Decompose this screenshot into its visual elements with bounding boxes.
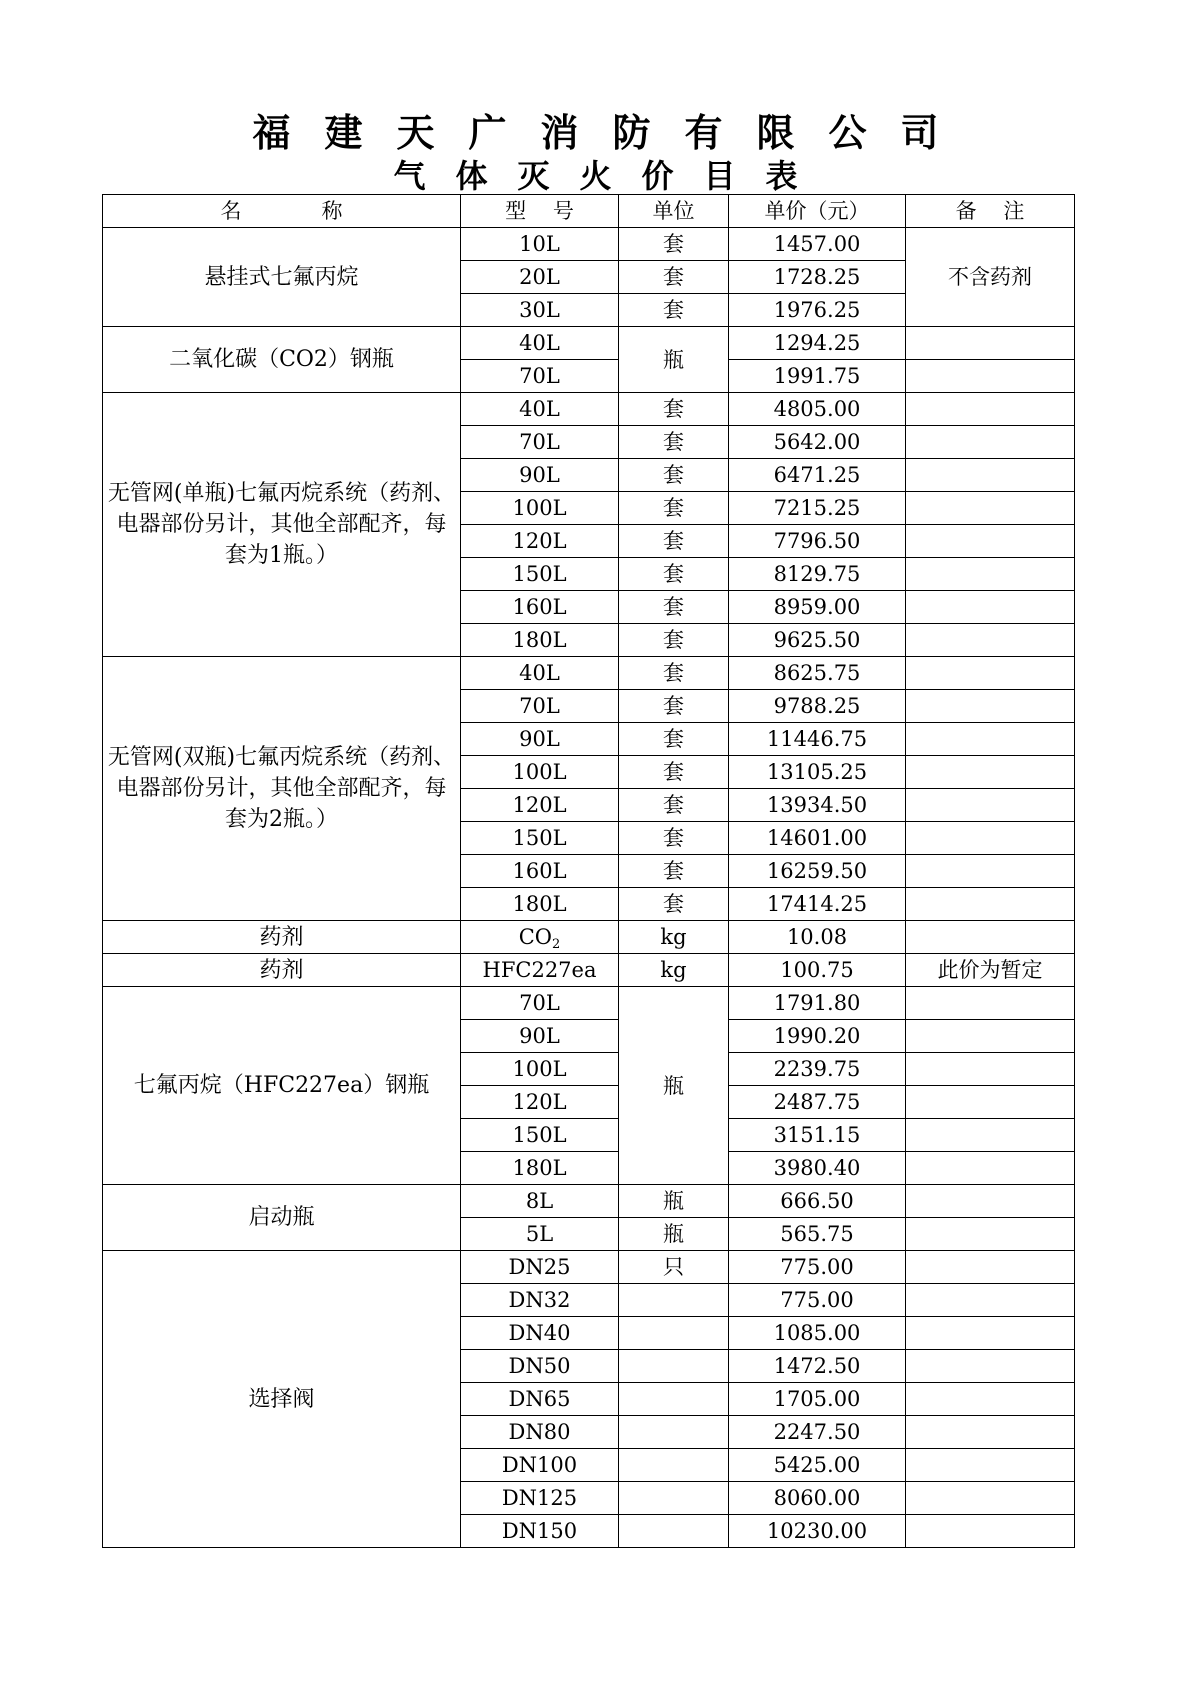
price-cell: 1472.50 (729, 1350, 906, 1383)
price-cell: 5425.00 (729, 1449, 906, 1482)
price-cell: 2247.50 (729, 1416, 906, 1449)
remark-cell (906, 1350, 1075, 1383)
model-cell (461, 1152, 619, 1185)
model-cell (461, 228, 619, 261)
remark-cell (906, 822, 1075, 855)
model-value: 150L (512, 1123, 567, 1147)
unit-cell: 套 (619, 558, 729, 591)
remark-cell (906, 723, 1075, 756)
model-cell (461, 822, 619, 855)
table-row (103, 1251, 1075, 1284)
header-price: 单价（元） (729, 195, 906, 228)
remark-cell (906, 1020, 1075, 1053)
remark-cell (906, 393, 1075, 426)
model-cell (461, 1515, 619, 1548)
model-cell (461, 591, 619, 624)
model-cell (461, 1185, 619, 1218)
model-value: 10L (519, 232, 560, 256)
unit-cell: 瓶 (619, 1218, 729, 1251)
unit-cell: kg (619, 954, 729, 987)
unit-cell: 只 (619, 1251, 729, 1284)
model-value: 8L (525, 1189, 554, 1213)
model-value: 100L (512, 1057, 567, 1081)
remark-cell (906, 1152, 1075, 1185)
model-cell (461, 1482, 619, 1515)
model-value: DN80 (508, 1420, 571, 1444)
price-cell: 14601.00 (729, 822, 906, 855)
model-cell (461, 1086, 619, 1119)
table-body (103, 228, 1075, 1548)
model-cell (461, 525, 619, 558)
price-cell: 1791.80 (729, 987, 906, 1020)
price-cell: 8060.00 (729, 1482, 906, 1515)
header-name: 名 称 (103, 195, 461, 228)
unit-cell (619, 1449, 729, 1482)
price-cell: 9788.25 (729, 690, 906, 723)
unit-cell (619, 1515, 729, 1548)
unit-cell: 套 (619, 690, 729, 723)
remark-cell (906, 789, 1075, 822)
unit-cell: 套 (619, 822, 729, 855)
price-cell: 10.08 (729, 921, 906, 954)
unit-cell: kg (619, 921, 729, 954)
remark-cell (906, 1251, 1075, 1284)
model-cell (461, 426, 619, 459)
model-value: 100L (512, 760, 567, 784)
table-row (103, 393, 1075, 426)
remark-cell (906, 1086, 1075, 1119)
model-value: DN32 (508, 1288, 571, 1312)
remark-cell (906, 327, 1075, 360)
price-cell: 1085.00 (729, 1317, 906, 1350)
unit-cell (619, 1317, 729, 1350)
model-value: DN125 (501, 1486, 578, 1510)
remark-cell (906, 690, 1075, 723)
header-model: 型 号 (461, 195, 619, 228)
model-cell (461, 360, 619, 393)
model-cell (461, 624, 619, 657)
remark-cell (906, 591, 1075, 624)
model-value: 100L (512, 496, 567, 520)
model-value: 120L (512, 1090, 567, 1114)
unit-cell: 瓶 (619, 1185, 729, 1218)
price-cell: 17414.25 (729, 888, 906, 921)
price-cell: 2239.75 (729, 1053, 906, 1086)
model-cell (461, 492, 619, 525)
product-name: 选择阀 (103, 1251, 461, 1548)
unit-cell: 套 (619, 426, 729, 459)
remark-cell (906, 1218, 1075, 1251)
model-value: 150L (512, 562, 567, 586)
price-cell: 1728.25 (729, 261, 906, 294)
model-cell (461, 1317, 619, 1350)
model-cell (461, 888, 619, 921)
header-unit: 单位 (619, 195, 729, 228)
price-cell: 5642.00 (729, 426, 906, 459)
unit-cell: 套 (619, 228, 729, 261)
model-value: 40L (519, 661, 560, 685)
unit-cell: 套 (619, 657, 729, 690)
price-cell: 565.75 (729, 1218, 906, 1251)
remark-cell (906, 1053, 1075, 1086)
model-value: 40L (519, 397, 560, 421)
price-cell: 16259.50 (729, 855, 906, 888)
remark-cell (906, 1284, 1075, 1317)
remark-cell (906, 1185, 1075, 1218)
remark-cell (906, 525, 1075, 558)
price-cell: 1705.00 (729, 1383, 906, 1416)
unit-cell: 套 (619, 789, 729, 822)
model-cell (461, 1251, 619, 1284)
unit-cell (619, 1284, 729, 1317)
model-cell (461, 855, 619, 888)
model-cell (461, 1284, 619, 1317)
remark-cell (906, 888, 1075, 921)
model-value: 120L (512, 793, 567, 817)
table-row (103, 228, 1075, 261)
model-cell (461, 1449, 619, 1482)
table-row (103, 327, 1075, 360)
remark-cell (906, 459, 1075, 492)
unit-cell: 套 (619, 492, 729, 525)
remark-cell (906, 1416, 1075, 1449)
price-cell: 3151.15 (729, 1119, 906, 1152)
product-name: 药剂 (103, 921, 461, 954)
model-cell (461, 1053, 619, 1086)
model-value: 160L (512, 595, 567, 619)
model-cell (461, 1020, 619, 1053)
price-cell: 6471.25 (729, 459, 906, 492)
product-name: 悬挂式七氟丙烷 (103, 228, 461, 327)
model-value: HFC227ea (482, 958, 597, 982)
model-value: 70L (519, 694, 560, 718)
price-cell: 4805.00 (729, 393, 906, 426)
remark-cell (906, 624, 1075, 657)
price-cell: 13105.25 (729, 756, 906, 789)
model-cell (461, 921, 619, 954)
model-value: 150L (512, 826, 567, 850)
unit-cell: 套 (619, 591, 729, 624)
model-value: 180L (512, 1156, 567, 1180)
table-row (103, 987, 1075, 1020)
model-cell (461, 1350, 619, 1383)
model-cell (461, 789, 619, 822)
price-cell: 10230.00 (729, 1515, 906, 1548)
table-row (103, 1185, 1075, 1218)
unit-cell: 套 (619, 294, 729, 327)
model-cell (461, 558, 619, 591)
model-cell (461, 294, 619, 327)
price-cell: 3980.40 (729, 1152, 906, 1185)
model-value: 5L (525, 1222, 554, 1246)
model-value: 70L (519, 364, 560, 388)
remark-cell (906, 1317, 1075, 1350)
model-value: DN40 (508, 1321, 571, 1345)
remark-cell (906, 987, 1075, 1020)
price-cell: 8625.75 (729, 657, 906, 690)
model-subscript: 2 (552, 937, 561, 952)
unit-cell: 套 (619, 393, 729, 426)
price-cell: 775.00 (729, 1284, 906, 1317)
price-cell: 1990.20 (729, 1020, 906, 1053)
model-value: 40L (519, 331, 560, 355)
model-value: DN65 (508, 1387, 571, 1411)
unit-cell: 套 (619, 261, 729, 294)
model-cell (461, 987, 619, 1020)
price-cell: 100.75 (729, 954, 906, 987)
product-name: 无管网(双瓶)七氟丙烷系统（药剂、电器部份另计，其他全部配齐，每套为2瓶。） (103, 657, 461, 921)
remark-cell (906, 921, 1075, 954)
remark-cell (906, 492, 1075, 525)
remark-cell (906, 1449, 1075, 1482)
remark-cell: 不含药剂 (906, 228, 1075, 327)
unit-cell: 套 (619, 855, 729, 888)
remark-cell (906, 1119, 1075, 1152)
company-title: 福建天广消防有限公司 (252, 111, 973, 155)
model-cell (461, 393, 619, 426)
price-cell: 2487.75 (729, 1086, 906, 1119)
unit-cell: 套 (619, 459, 729, 492)
model-value: DN50 (508, 1354, 571, 1378)
product-name: 药剂 (103, 954, 461, 987)
unit-cell: 瓶 (619, 327, 729, 393)
model-cell (461, 723, 619, 756)
model-cell (461, 327, 619, 360)
model-value: 90L (519, 1024, 560, 1048)
price-cell: 7215.25 (729, 492, 906, 525)
model-value: 120L (512, 529, 567, 553)
product-name: 启动瓶 (103, 1185, 461, 1251)
price-cell: 11446.75 (729, 723, 906, 756)
model-cell (461, 690, 619, 723)
price-cell: 775.00 (729, 1251, 906, 1284)
model-value: DN25 (508, 1255, 571, 1279)
price-cell: 9625.50 (729, 624, 906, 657)
model-cell (461, 459, 619, 492)
unit-cell (619, 1416, 729, 1449)
unit-cell (619, 1383, 729, 1416)
price-cell: 8129.75 (729, 558, 906, 591)
table-row (103, 657, 1075, 690)
remark-cell (906, 426, 1075, 459)
unit-cell: 套 (619, 624, 729, 657)
model-cell (461, 1119, 619, 1152)
unit-cell: 套 (619, 888, 729, 921)
remark-cell (906, 558, 1075, 591)
remark-cell (906, 756, 1075, 789)
remark-cell (906, 1515, 1075, 1548)
price-list-title: 气体灭火价目表 (393, 157, 828, 195)
remark-cell (906, 360, 1075, 393)
price-cell: 1294.25 (729, 327, 906, 360)
price-table (102, 194, 1075, 1548)
model-value: 70L (519, 430, 560, 454)
product-name: 无管网(单瓶)七氟丙烷系统（药剂、电器部份另计，其他全部配齐，每套为1瓶。） (103, 393, 461, 657)
product-name: 七氟丙烷（HFC227ea）钢瓶 (103, 987, 461, 1185)
header-row (103, 195, 1075, 228)
price-cell: 13934.50 (729, 789, 906, 822)
remark-cell: 此价为暂定 (906, 954, 1075, 987)
model-value: 160L (512, 859, 567, 883)
model-value: DN150 (501, 1519, 578, 1543)
remark-cell (906, 855, 1075, 888)
price-cell: 8959.00 (729, 591, 906, 624)
price-cell: 1457.00 (729, 228, 906, 261)
model-value: 180L (512, 628, 567, 652)
model-cell (461, 756, 619, 789)
model-value: DN100 (501, 1453, 578, 1477)
table-row (103, 921, 1075, 954)
header-remark: 备 注 (906, 195, 1075, 228)
product-name: 二氧化碳（CO2）钢瓶 (103, 327, 461, 393)
price-cell: 1976.25 (729, 294, 906, 327)
model-value: 180L (512, 892, 567, 916)
unit-cell: 套 (619, 723, 729, 756)
model-value: 70L (519, 991, 560, 1015)
remark-cell (906, 1383, 1075, 1416)
unit-cell: 套 (619, 525, 729, 558)
price-cell: 7796.50 (729, 525, 906, 558)
model-value: CO (518, 925, 552, 949)
model-value: 90L (519, 727, 560, 751)
model-value: 90L (519, 463, 560, 487)
price-cell: 1991.75 (729, 360, 906, 393)
model-cell (461, 1218, 619, 1251)
model-cell (461, 954, 619, 987)
remark-cell (906, 657, 1075, 690)
unit-cell (619, 1482, 729, 1515)
model-value: 20L (519, 265, 560, 289)
remark-cell (906, 1482, 1075, 1515)
table-row (103, 954, 1075, 987)
model-value: 30L (519, 298, 560, 322)
model-cell (461, 1416, 619, 1449)
unit-cell: 套 (619, 756, 729, 789)
model-cell (461, 261, 619, 294)
model-cell (461, 657, 619, 690)
unit-cell: 瓶 (619, 987, 729, 1185)
model-cell (461, 1383, 619, 1416)
unit-cell (619, 1350, 729, 1383)
price-cell: 666.50 (729, 1185, 906, 1218)
